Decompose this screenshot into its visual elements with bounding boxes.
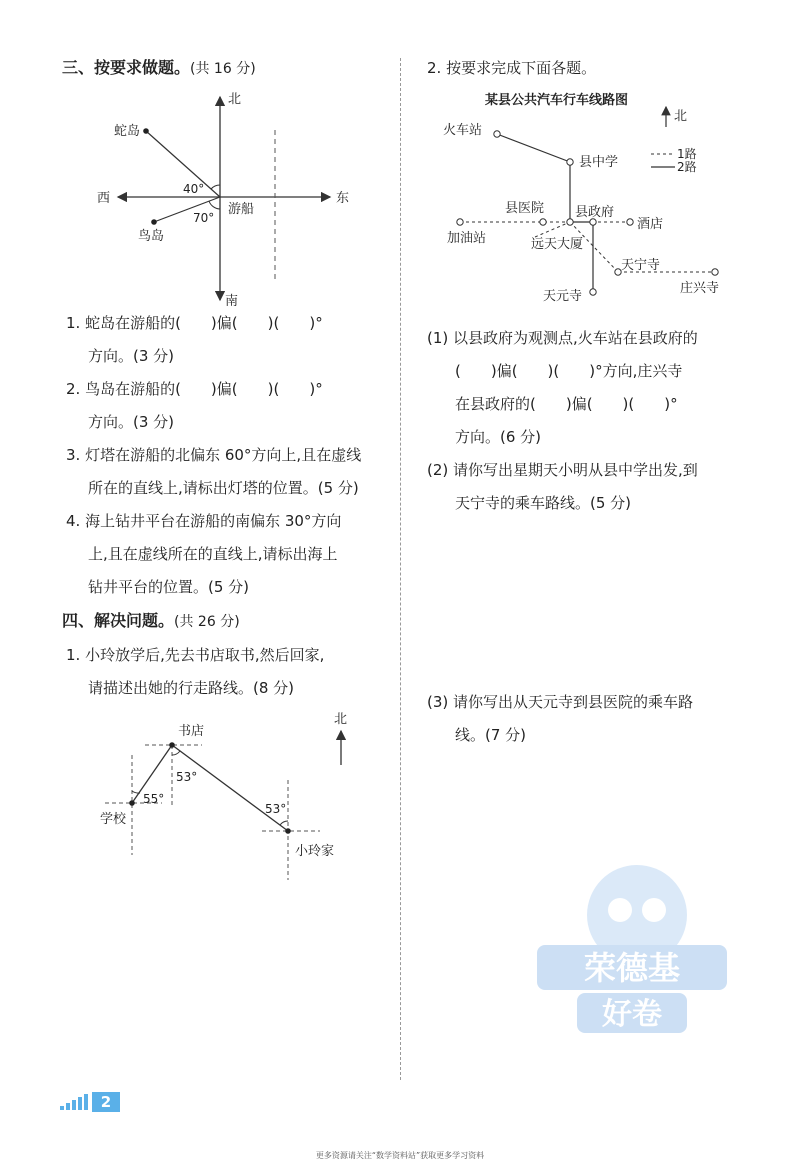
angle-53-right-arc (280, 821, 288, 825)
train-station-label: 火车站 (443, 123, 483, 138)
compass-north-label: 北 (228, 92, 242, 107)
zhuangxing-label: 庄兴寺 (680, 281, 720, 296)
right-p1-line3: 在县政府的( )偏( )( )° (455, 395, 678, 413)
government-label: 县政府 (575, 205, 615, 220)
section3-score: (共 16 分) (190, 61, 256, 77)
compass-east-label: 东 (336, 191, 350, 206)
bookstore-point (169, 742, 175, 748)
compass-diagram (80, 85, 370, 310)
section3-title: 三、按要求做题。 (62, 58, 191, 77)
route-map (90, 705, 380, 885)
home-label: 小玲家 (295, 844, 335, 859)
bird-island-point (151, 219, 157, 225)
angle-70-arc (209, 201, 220, 209)
snake-island-point (143, 128, 149, 134)
gas-station-label: 加油站 (447, 231, 487, 246)
middle-school-point (567, 159, 573, 165)
s3-q3-line1: 3. 灯塔在游船的北偏东 60°方向上,且在虚线 (66, 446, 362, 464)
right-q2-title: 2. 按要求完成下面各题。 (427, 59, 597, 77)
right-p1-line2: ( )偏( )( )°方向,庄兴寺 (455, 362, 683, 380)
s4-q1-line2: 请描述出她的行走路线。(8 分) (88, 679, 295, 697)
hospital-label: 县医院 (505, 201, 545, 216)
watermark-mascot-eye-left (608, 898, 632, 922)
bus-map-title: 某县公共汽车行车线路图 (485, 93, 629, 108)
s3-q4-line3: 钻井平台的位置。(5 分) (88, 578, 250, 596)
right-p3-line1: (3) 请你写出从天元寺到县医院的乘车路 (427, 693, 694, 711)
angle-55-label: 55° (143, 792, 165, 806)
zhuangxing-point (712, 269, 718, 275)
train-station-point (494, 131, 500, 137)
right-p1-line1: (1) 以县政府为观测点,火车站在县政府的 (427, 329, 698, 347)
bookstore-to-home-path (172, 745, 288, 831)
bus-north-label: 北 (674, 109, 688, 124)
watermark-line1: 荣德基 (583, 949, 681, 987)
tianyuan-label: 天元寺 (543, 289, 583, 304)
hotel-label: 酒店 (637, 217, 664, 232)
angle-40-arc (211, 185, 220, 189)
s4-q1-line1: 1. 小玲放学后,先去书店取书,然后回家, (66, 646, 325, 664)
yuantian-label: 远天大厦 (531, 237, 584, 252)
boat-label: 游船 (228, 202, 255, 217)
s3-q4-line1: 4. 海上钻井平台在游船的南偏东 30°方向 (66, 512, 342, 530)
angle-53-right-label: 53° (265, 802, 287, 816)
middle-school-label: 县中学 (579, 155, 619, 170)
angle-53-top-label: 53° (176, 770, 198, 784)
bird-island-label: 鸟岛 (138, 229, 165, 244)
snake-island-label: 蛇岛 (114, 124, 141, 139)
watermark-mascot-eye-right (642, 898, 666, 922)
right-p2-line2: 天宁寺的乘车路线。(5 分) (455, 494, 632, 512)
legend-route1-label: 1路 (677, 147, 697, 161)
compass-west-label: 西 (97, 191, 111, 206)
footer-tiny-text: 更多资源请关注“数学资料站”获取更多学习资料 (315, 1151, 485, 1160)
compass-south-label: 南 (225, 294, 239, 309)
angle-70-label: 70° (193, 211, 215, 225)
angle-40-label: 40° (183, 182, 205, 196)
right-p2-line1: (2) 请你写出星期天小明从县中学出发,到 (427, 461, 698, 479)
legend-route2-label: 2路 (677, 160, 697, 174)
section3-heading (62, 58, 256, 79)
hotel-point (627, 219, 633, 225)
section4-title: 四、解决问题。 (62, 611, 175, 630)
hospital-point (540, 219, 546, 225)
s3-q1-line2: 方向。(3 分) (88, 347, 175, 365)
right-p3-line2: 线。(7 分) (455, 726, 527, 744)
tianyuan-point (590, 289, 596, 295)
tianning-label: 天宁寺 (621, 258, 661, 273)
school-point (129, 800, 135, 806)
column-divider (400, 58, 401, 1080)
school-label: 学校 (100, 812, 127, 827)
section4-score: (共 26 分) (174, 614, 240, 630)
s3-q2-line1: 2. 鸟岛在游船的( )偏( )( )° (66, 380, 323, 398)
route-north-label: 北 (334, 712, 348, 727)
home-point (285, 828, 291, 834)
s3-q2-line2: 方向。(3 分) (88, 413, 175, 431)
bus-route-map (425, 82, 745, 307)
angle-53-top-arc (172, 751, 180, 755)
page-number: 2 (92, 1092, 120, 1112)
gas-station-point (457, 219, 463, 225)
page-number-stairs (60, 1094, 94, 1110)
watermark-line2: 好卷 (602, 997, 662, 1032)
section4-heading (62, 611, 240, 632)
right-p1-line4: 方向。(6 分) (455, 428, 542, 446)
bookstore-label: 书店 (178, 724, 205, 739)
watermark-logo (532, 835, 732, 1035)
s3-q3-line2: 所在的直线上,请标出灯塔的位置。(5 分) (88, 479, 359, 497)
s3-q4-line2: 上,且在虚线所在的直线上,请标出海上 (88, 545, 338, 563)
s3-q1-line1: 1. 蛇岛在游船的( )偏( )( )° (66, 314, 323, 332)
government-point (567, 219, 573, 225)
